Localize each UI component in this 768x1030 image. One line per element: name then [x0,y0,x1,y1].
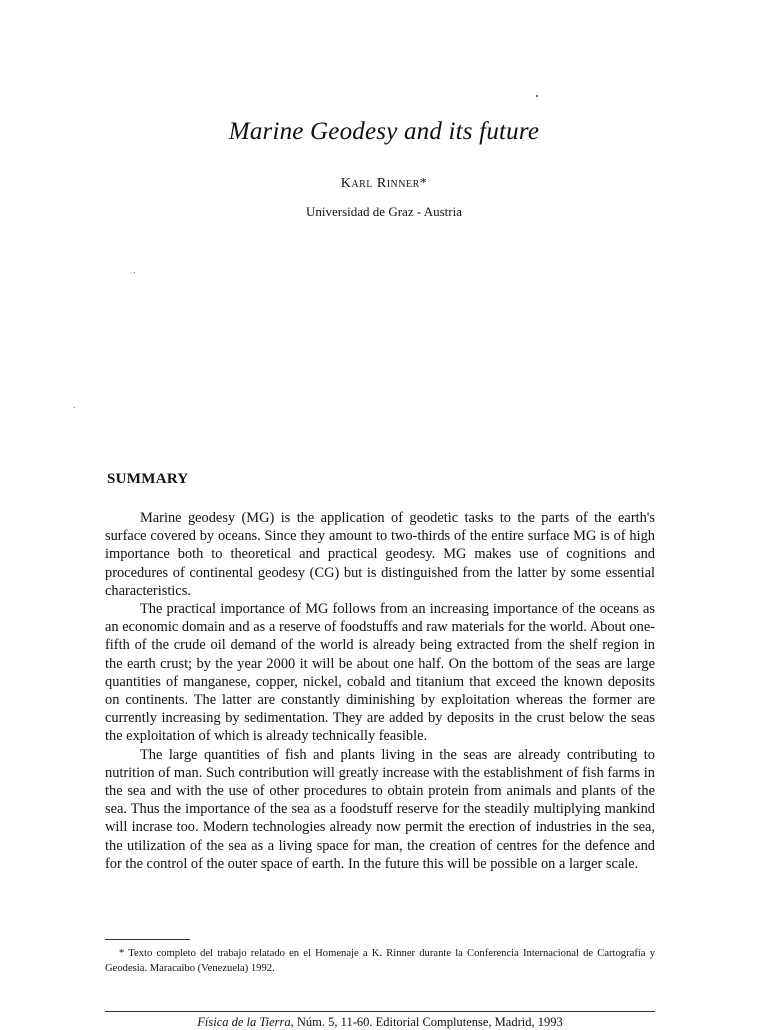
summary-paragraph: The large quantities of fish and plants living in the seas are already contributing to nutrition of man. Such contribution will greatly increase with the establishment of fish farms in the sea and with the use of other procedures to obtain protein from animals and plants of the sea. Thus the importance of the sea as a foodstuff reserve for the steadily multiplying mankind will incrase too. Modern technologies already now permit the erection of industries in the sea, the utilization of the sea as a living space for man, the creation of centres for the defence and for the control of the outer space of earth. In the future this will be possible on a larger scale. [105,746,655,872]
footnote-text: * Texto completo del trabajo relatado en el Homenaje a K. Rinner durante la Conferencia Internacional de Cartografía y Geodesia. Maracaibo (Venezuela) 1992. [105,948,655,974]
summary-paragraph: Marine geodesy (MG) is the application of geodetic tasks to the parts of the earth's surface covered by oceans. Since they amount to two-thirds of the entire surface MG is of high importance both to theoretical and practical geodesy. MG makes use of cognitions and procedures of continental geodesy (CG) but is distinguished from the latter by some essential characteristics. [105,510,655,599]
author-affiliation: Universidad de Graz - Austria [306,204,462,219]
footnote [105,946,655,976]
author-name: Karl Rinner* [340,176,428,191]
footer-divider [105,1011,655,1012]
scan-speck [74,407,75,408]
scan-speck [134,272,135,273]
summary-paragraph: The practical importance of MG follows from an increasing importance of the oceans as an economic domain and as a reserve of foodstuffs and raw materials for the world. About one-fifth of the crude oil demand of the world is already being extracted from the shelf region in the earth crust; by the year 2000 it will be about one half. On the bottom of the seas are large quantities of manganese, copper, nickel, cobald and titanium that exceed the known deposits on continents. The latter are constantly diminishing by exploitation whereas the former are currently increasing by sedimentation. They are added by deposits in the crust below the seas the exploitation of which is already technically feasible. [105,601,655,745]
journal-name: Física de la Tierra [197,1015,291,1029]
article-title: Marine Geodesy and its future [228,118,540,145]
journal-details: , Núm. 5, 11-60. Editorial Complutense, Madrid, 1993 [290,1015,563,1029]
section-heading-summary: SUMMARY [107,471,189,487]
scan-speck [536,95,538,97]
summary-body [105,509,655,873]
journal-citation [105,1015,655,1030]
footnote-divider [105,939,190,940]
